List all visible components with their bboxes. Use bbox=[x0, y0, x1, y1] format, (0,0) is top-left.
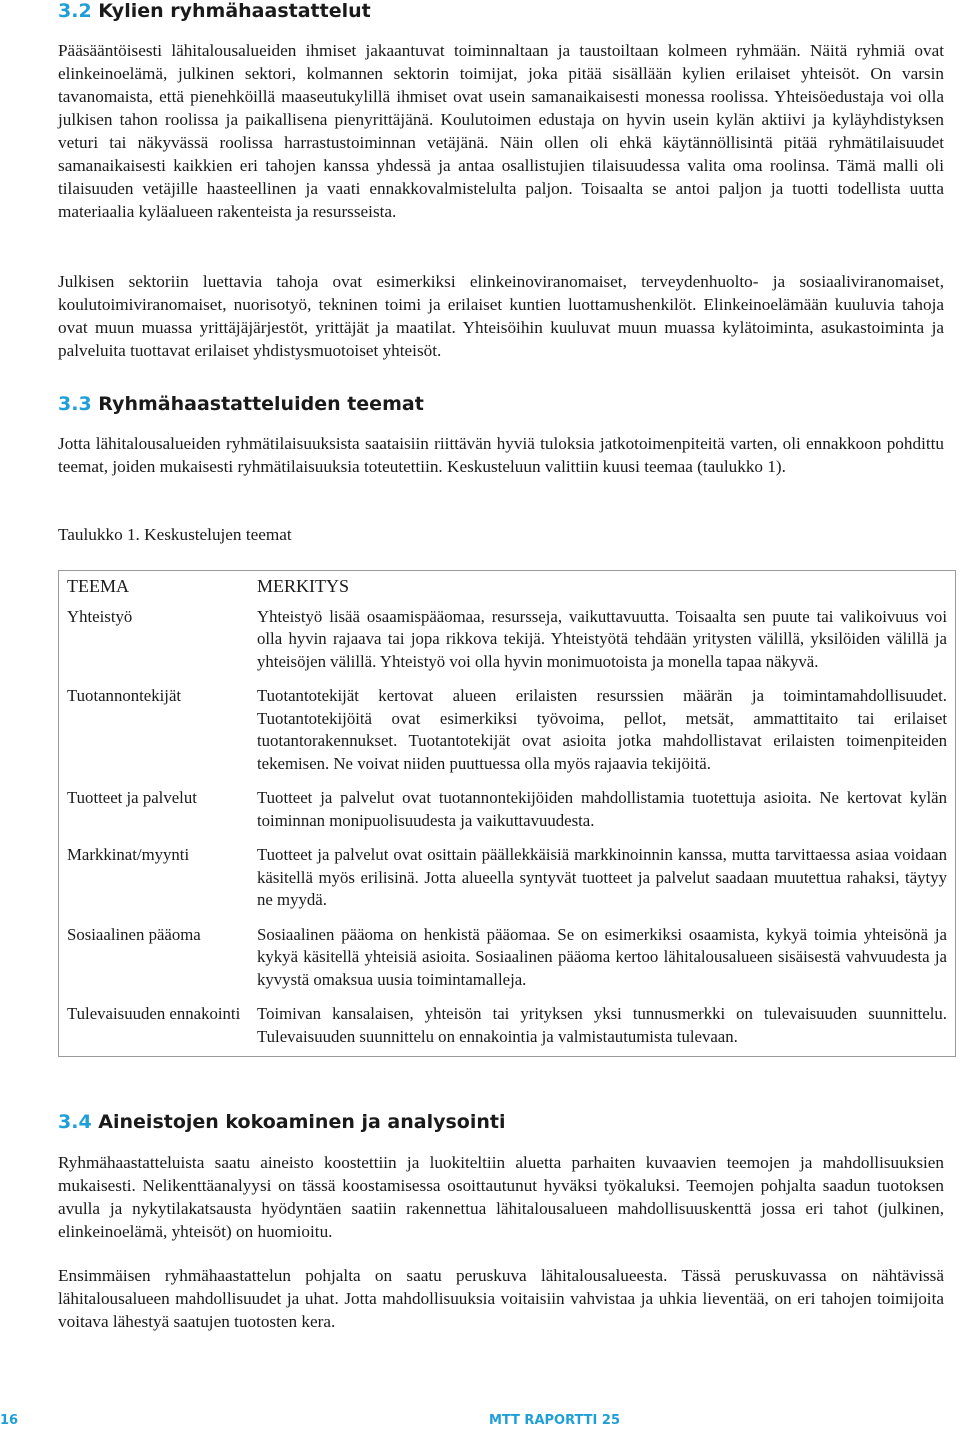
section-3-4-heading bbox=[58, 1111, 505, 1133]
section-3-3-heading bbox=[58, 393, 424, 415]
table-caption: Taulukko 1. Keskustelujen teemat bbox=[58, 525, 292, 544]
meaning-cell: Toimivan kansalaisen, yhteisön tai yrityksen yksi tunnusmerkki on tulevaisuuden suunnittelu. Tulevaisuuden suunnittelu on ennakointia ja valmistautumista tulevaan. bbox=[257, 1004, 947, 1046]
section-number: 3.4 bbox=[58, 1111, 92, 1133]
table-row bbox=[59, 920, 956, 1000]
page-number: 16 bbox=[0, 1413, 19, 1428]
theme-cell: Sosiaalinen pääoma bbox=[67, 924, 201, 944]
section-title: Aineistojen kokoaminen ja analysointi bbox=[98, 1111, 506, 1133]
header-teema: TEEMA bbox=[67, 576, 129, 596]
publication-name: MTT RAPORTTI 25 bbox=[488, 1413, 620, 1428]
meaning-cell: Sosiaalinen pääoma on henkistä pääomaa. Se on esimerkiksi osaamista, kykyä toimia yhteisönä ja kykyä käsitellä yhteisiä asioita. Sosiaalinen pääoma kertoo lähitalousalueen sisäisestä vahvuudesta ja kyvystä omaksua uusia toimintamalleja. bbox=[257, 924, 947, 989]
theme-cell: Tulevaisuuden ennakointi bbox=[67, 1004, 241, 1023]
section-title: Ryhmähaastatteluiden teemat bbox=[98, 393, 424, 415]
paragraph: Ensimmäisen ryhmähaastattelun pohjalta on saatu peruskuva lähitalousalueesta. Tässä peruskuvassa on nähtävissä lähitalousalueen mahdollisuudet ja uhat. Jotta mahdollisuuksia voitaisiin vahvistaa ja uhkia lieventää, on eri tahojen toimijoita voitava lähestyä saatujen tuotosten kera. bbox=[58, 1266, 944, 1331]
meaning-cell: Tuotantotekijät kertovat alueen erilaisten resurssien määrän ja toimintamahdollisuudet. Tuotantotekijöitä ovat esimerkiksi työvoima, pellot, metsät, ammattitaito tai erilaiset tuotantorakennukset. Tuotantotekijät ovat asioita jotka mahdollistavat erilaisten toimenpiteiden tekemisen. Ne voivat niiden puuttuessa olla myös rajaavia tekijöitä. bbox=[257, 686, 947, 773]
table-row bbox=[59, 999, 956, 1057]
table-row bbox=[59, 602, 956, 682]
theme-cell: Tuotteet ja palvelut bbox=[67, 788, 197, 807]
table-header-row bbox=[59, 571, 956, 602]
meaning-cell: Tuotteet ja palvelut ovat osittain päällekkäisiä markkinoinnin kanssa, mutta tarvittaessa asiaa voidaan käsitellä myös erilisinä. Jotta alueella syntyvät tuotteet ja palvelut saadaan muutettua rahaksi, täytyy ne myydä. bbox=[257, 845, 947, 909]
section-number: 3.2 bbox=[58, 0, 92, 22]
theme-cell: Tuotannontekijät bbox=[67, 686, 182, 705]
table-row bbox=[59, 783, 956, 840]
table-row bbox=[59, 840, 956, 920]
paragraph: Jotta lähitalousalueiden ryhmätilaisuuksista saataisiin riittävän hyviä tuloksia jatkotoimenpiteitä varten, oli ennakkoon pohdittu teemat, joiden mukaisesti ryhmätilaisuuksia toteutettiin. Keskusteluun valittiin kuusi teemaa (taulukko 1). bbox=[58, 434, 944, 476]
meaning-cell: Tuotteet ja palvelut ovat tuotannontekijöiden mahdollistamia tuotettuja asioita. Ne kertovat kylän toiminnan monipuolisuudesta ja vaikuttavuudesta. bbox=[257, 788, 947, 830]
table-row bbox=[59, 681, 956, 783]
header-merkitys: MERKITYS bbox=[257, 576, 350, 596]
paragraph: Pääsääntöisesti lähitalousalueiden ihmiset jakaantuvat toiminnaltaan ja taustoiltaan kolmeen ryhmään. Näitä ryhmiä ovat elinkeinoelämä, julkinen sektori, kolmannen sektorin toimijat, joka pitää sisällään kylien erilaiset yhteisöt. On varsin tavanomaista, että pienehköillä maaseutukylillä ihmiset ovat usein samanaikaisesti monessa roolissa. Yhteisöedustaja voi olla julkisen tahon roolissa ja paikallisena pienyrittäjänä. Koulutoimen edustaja on hyvin usein kylän aktiivi ja kyläyhdistyksen veturi tai näkyvässä roolissa harrastustoiminnan vetäjänä. Näin ollen oli ehkä käytännöllisintä pitää ryhmätilaisuudet samanaikaisesti kaikkien eri tahojen kanssa yhdessä ja antaa osallistujien tilaisuudessa valita oma roolinsa. Tämä malli oli tilaisuuden vetäjille haasteellinen ja vaati ennakkovalmistelulta paljon. Toisaalta se antoi paljon ja tuotti todellista uutta materiaalia kyläalueen rakenteista ja resursseista. bbox=[58, 41, 944, 221]
meaning-cell: Yhteistyö lisää osaamispääomaa, resursseja, vaikuttavuutta. Toisaalta sen puute tai valikoivuus voi olla hyvin rajaava tai jopa rikkova tekijä. Yhteistyötä tehdään yritysten välillä, yksilöiden välillä ja yhteisöjen välillä. Yhteistyö voi olla hyvin monimuotoista ja monella tapaa näkyvä. bbox=[257, 606, 947, 671]
paragraph: Ryhmähaastatteluista saatu aineisto koostettiin ja luokiteltiin aluetta parhaiten kuvaavien teemojen ja mahdollisuuksien mukaisesti. Nelikenttäanalyysi on tässä koostamisessa osoittautunut hyväksi työkaluksi. Teemojen pohjalta saadun tuotoksen avulla ja nykytilakatsausta hyödyntäen saatiin rakennettua lähitalousalueen mahdollisuuskenttä jossa eri tahot (julkinen, elinkeinoelämä, yhteisöt) on huomioitu. bbox=[58, 1153, 944, 1241]
section-3-2-heading bbox=[58, 0, 371, 22]
themes-table bbox=[58, 570, 956, 1057]
theme-cell: Markkinat/myynti bbox=[67, 845, 190, 864]
paragraph: Julkisen sektoriin luettavia tahoja ovat esimerkiksi elinkeinoviranomaiset, terveydenhuolto- ja sosiaaliviranomaiset, koulutoimiviranomaiset, nuorisotyö, tekninen toimi ja erilaiset kuntien luottamushenkilöt. Elinkeinoelämään kuuluvia tahoja ovat muun muassa yrittäjäjärjestöt, yrittäjät ja maatilat. Yhteisöihin kuuluvat muun muassa kylätoiminta, asukastoiminta ja palveluita tuottavat erilaiset yhdistysmuotoiset yhteisöt. bbox=[58, 272, 944, 360]
section-number: 3.3 bbox=[58, 393, 92, 415]
section-title: Kylien ryhmähaastattelut bbox=[98, 0, 371, 22]
theme-cell: Yhteistyö bbox=[67, 606, 133, 626]
